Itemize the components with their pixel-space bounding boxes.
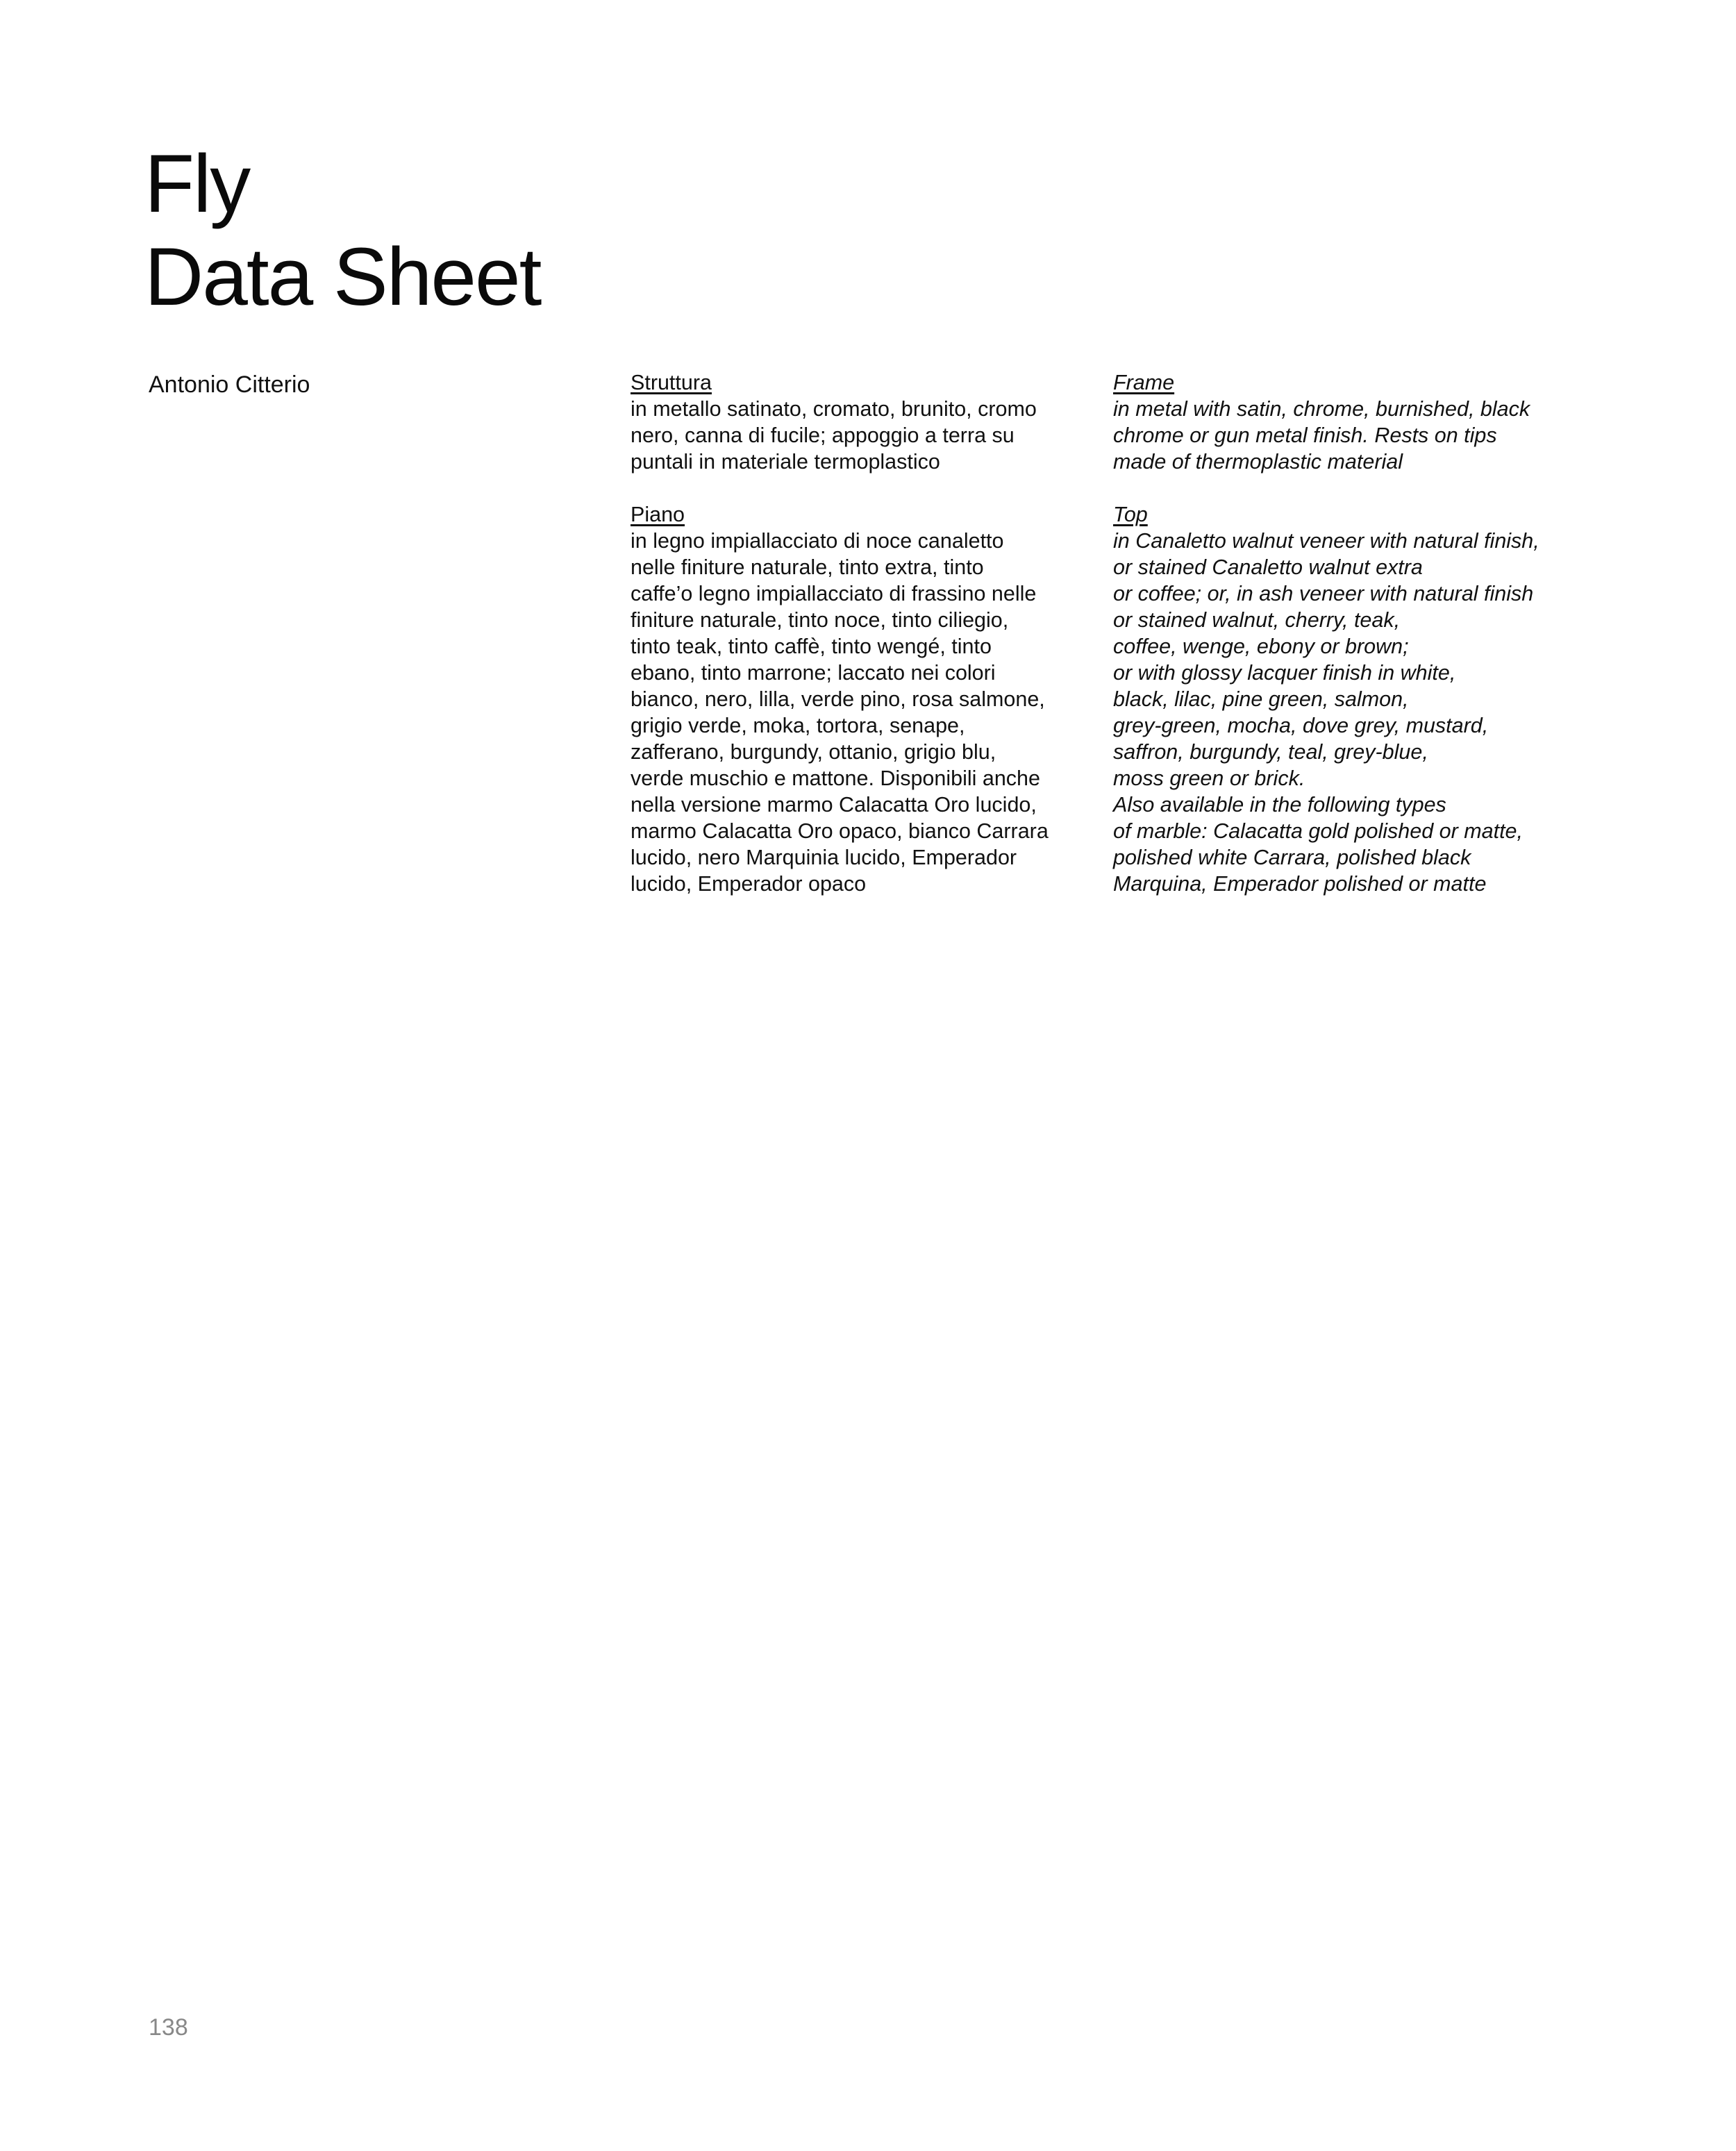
text-line: of marble: Calacatta gold polished or matte, — [1113, 819, 1523, 843]
text-line: grigio verde, moka, tortora, senape, — [631, 714, 965, 737]
text-line: in Canaletto walnut veneer with natural finish, — [1113, 529, 1539, 553]
text-line: polished white Carrara, polished black — [1113, 846, 1471, 869]
text-line: in metallo satinato, cromato, brunito, cromo — [631, 397, 1037, 421]
english-top-section — [1113, 501, 1592, 897]
italian-structure-heading: Struttura — [631, 371, 712, 394]
text-line: or stained walnut, cherry, teak, — [1113, 608, 1401, 632]
text-line: bianco, nero, lilla, verde pino, rosa salmone, — [631, 687, 1045, 711]
text-line: Also available in the following types — [1113, 793, 1446, 817]
text-line: marmo Calacatta Oro opaco, bianco Carrara — [631, 819, 1049, 843]
text-line: tinto teak, tinto caffè, tinto wengé, tinto — [631, 635, 992, 658]
english-frame-heading: Frame — [1113, 371, 1175, 394]
text-line: moss green or brick. — [1113, 767, 1305, 790]
text-line: caffe’o legno impiallacciato di frassino nelle — [631, 582, 1037, 605]
text-line: lucido, nero Marquinia lucido, Emperador — [631, 846, 1017, 869]
text-line: finiture naturale, tinto noce, tinto ciliegio, — [631, 608, 1009, 632]
text-line: zafferano, burgundy, ottanio, grigio blu, — [631, 740, 996, 764]
english-frame-section — [1113, 369, 1592, 475]
text-line: made of thermoplastic material — [1113, 450, 1403, 474]
english-top-heading: Top — [1113, 503, 1148, 526]
text-line: coffee, wenge, ebony or brown; — [1113, 635, 1409, 658]
title-line-product: Fly — [144, 138, 250, 230]
text-line: in metal with satin, chrome, burnished, black — [1113, 397, 1530, 421]
text-line: puntali in materiale termoplastico — [631, 450, 940, 474]
text-line: or with glossy lacquer finish in white, — [1113, 661, 1456, 685]
italian-structure-section — [631, 369, 1103, 475]
text-line: black, lilac, pine green, salmon, — [1113, 687, 1409, 711]
text-line: saffron, burgundy, teal, grey-blue, — [1113, 740, 1428, 764]
page-number: 138 — [149, 2014, 188, 2041]
italian-column — [631, 369, 1103, 923]
text-line: nella versione marmo Calacatta Oro lucido, — [631, 793, 1037, 817]
designer-name: Antonio Citterio — [149, 371, 310, 398]
italian-top-section — [631, 501, 1103, 897]
title-line-subtitle: Data Sheet — [144, 231, 541, 323]
text-line: nero, canna di fucile; appoggio a terra su — [631, 424, 1015, 447]
text-line: verde muschio e mattone. Disponibili anche — [631, 767, 1040, 790]
text-line: nelle finiture naturale, tinto extra, tinto — [631, 555, 984, 579]
english-column — [1113, 369, 1592, 923]
page-title — [144, 137, 540, 324]
text-line: grey-green, mocha, dove grey, mustard, — [1113, 714, 1489, 737]
text-line: lucido, Emperador opaco — [631, 872, 867, 896]
text-line: or stained Canaletto walnut extra — [1113, 555, 1423, 579]
text-line: Marquina, Emperador polished or matte — [1113, 872, 1487, 896]
text-line: chrome or gun metal finish. Rests on tips — [1113, 424, 1497, 447]
italian-top-heading: Piano — [631, 503, 685, 526]
text-line: in legno impiallacciato di noce canaletto — [631, 529, 1004, 553]
text-line: or coffee; or, in ash veneer with natural finish — [1113, 582, 1534, 605]
text-line: ebano, tinto marrone; laccato nei colori — [631, 661, 996, 685]
